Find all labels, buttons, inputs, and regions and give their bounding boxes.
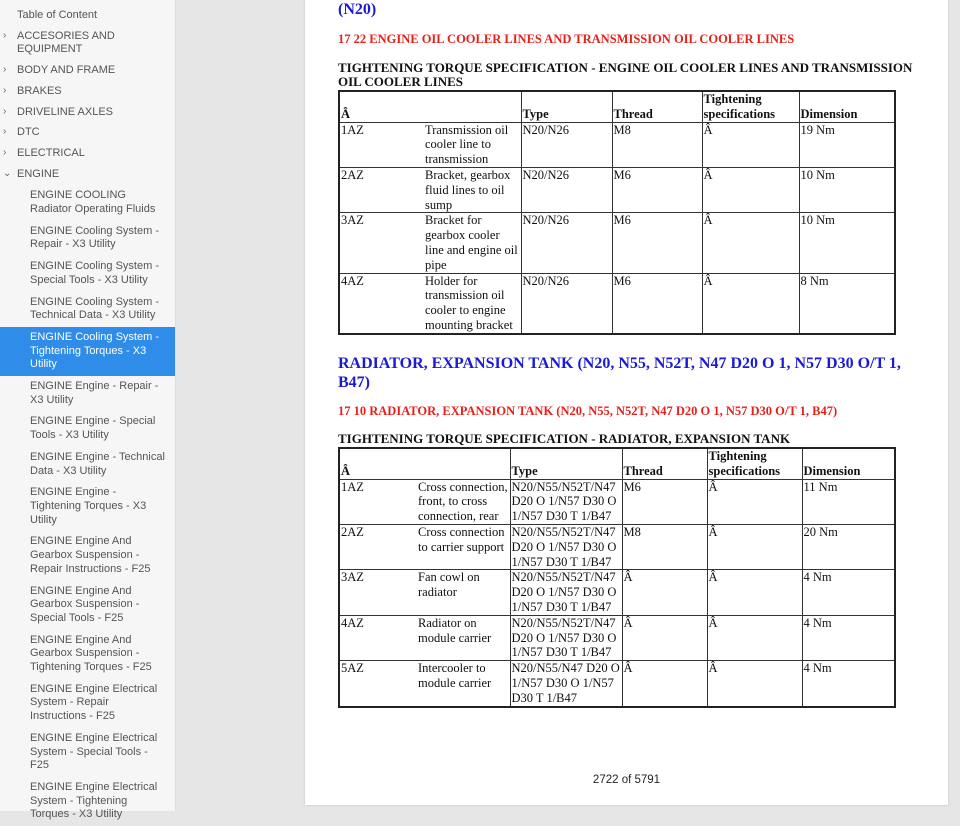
sidebar-item[interactable]	[0, 411, 175, 446]
table-cell: Â	[707, 661, 802, 707]
table-cell: Â	[622, 615, 707, 660]
column-header: Thread	[622, 448, 707, 479]
table-row	[339, 167, 895, 212]
column-header: Tightening specifications	[707, 448, 802, 479]
sidebar-item-label: ENGINE Cooling System - Repair - X3 Utility	[30, 224, 159, 251]
table-cell: M6	[612, 213, 702, 273]
table-cell: Bracket, gearbox fluid lines to oil sump	[424, 167, 521, 212]
table-cell: Â	[702, 167, 799, 212]
sidebar-item[interactable]	[0, 777, 175, 826]
sidebar-item-label: ENGINE COOLING Radiator Operating Fluids	[30, 189, 156, 216]
table-cell: Â	[702, 213, 799, 273]
column-header: Type	[510, 448, 622, 479]
sidebar-item-label: ENGINE Engine - Repair - X3 Utility	[30, 380, 159, 406]
sidebar-item-label: ENGINE	[17, 167, 60, 180]
table-row	[339, 615, 895, 660]
table-header-row	[339, 448, 895, 479]
table-title-radiator: TIGHTENING TORQUE SPECIFICATION - RADIATOR, EXPANSION TANK	[338, 431, 791, 446]
table-cell: Intercooler to module carrier	[417, 661, 510, 707]
table-cell: 1AZ	[339, 122, 424, 167]
table-cell: Â	[622, 570, 707, 615]
table-cell: N20/N26	[521, 273, 612, 334]
sidebar-item-label: DRIVELINE AXLES	[17, 105, 113, 118]
chevron-right-icon[interactable]: ›	[3, 64, 7, 76]
sidebar-item[interactable]	[0, 256, 175, 291]
sidebar-item[interactable]	[0, 447, 175, 482]
sidebar-item[interactable]	[0, 581, 175, 630]
table-cell: 19 Nm	[799, 122, 895, 167]
chevron-right-icon[interactable]: ›	[3, 105, 7, 117]
table-cell: Radiator on module carrier	[417, 615, 510, 660]
table-cell: 10 Nm	[799, 167, 895, 212]
sidebar-item[interactable]	[0, 531, 175, 580]
table-cell: 3AZ	[339, 570, 417, 615]
sidebar-item-label: BRAKES	[17, 84, 62, 97]
table-cell: M8	[612, 122, 702, 167]
table-cell: Â	[707, 570, 802, 615]
sidebar-item-label: ENGINE Cooling System - Tightening Torques - X3 Utility	[30, 330, 159, 371]
table-cell: Transmission oil cooler line to transmission	[424, 122, 521, 167]
sidebar-item-label: ENGINE Cooling System - Technical Data - X3 Utility	[30, 295, 159, 322]
page-indicator: 2722 of 5791	[592, 774, 661, 786]
chevron-right-icon[interactable]: ›	[3, 29, 7, 41]
sidebar-item[interactable]	[0, 221, 175, 256]
table-row	[339, 524, 895, 569]
heading-radiator-expansion-tank: RADIATOR, EXPANSION TANK (N20, N55, N52T, N47 D20 O 1, N57 D30 O/T 1, B47)	[338, 355, 901, 391]
sidebar-item[interactable]	[0, 185, 175, 220]
column-header: Type	[521, 91, 612, 122]
chevron-right-icon[interactable]: ›	[3, 84, 7, 96]
document-page	[305, 0, 948, 805]
sidebar-item-label: ELECTRICAL	[17, 146, 85, 159]
sidebar-item-label: ENGINE Engine And Gearbox Suspension - Special Tools - F25	[30, 584, 140, 624]
table-cell: 4 Nm	[802, 661, 895, 707]
sidebar-item-label: Table of Content	[17, 9, 98, 21]
sidebar-item[interactable]	[0, 630, 175, 679]
table-cell: Cross connection to carrier support	[417, 524, 510, 569]
table-row	[339, 213, 895, 273]
sidebar-item-label: ENGINE Engine - Special Tools - X3 Utility	[30, 415, 156, 442]
table-cell: M6	[612, 273, 702, 334]
sidebar-item[interactable]	[0, 103, 175, 124]
table-cell: 2AZ	[339, 524, 417, 569]
sidebar-item-label: ENGINE Engine - Tightening Torques - X3 Utility	[30, 486, 147, 526]
column-header: Â	[339, 448, 510, 479]
table-header-row	[339, 91, 895, 122]
table-cell: 20 Nm	[802, 524, 895, 569]
table-cell: N20/N55/N52T/N47 D20 O 1/N57 D30 O 1/N57 D30 T 1/B47	[510, 479, 622, 524]
sidebar-item-label: ENGINE Engine Electrical System - Repair Instructions - F25	[30, 682, 158, 723]
sidebar-item[interactable]	[0, 123, 175, 144]
table-cell: Â	[702, 122, 799, 167]
table-row	[339, 122, 895, 167]
sidebar-item[interactable]	[0, 482, 175, 531]
sidebar-item-label: ENGINE Engine Electrical System - Special Tools - F25	[30, 731, 158, 772]
sidebar-item-label: BODY AND FRAME	[17, 64, 116, 77]
sidebar-item-label: ENGINE Engine Electrical System - Tightening Torques - X3 Utility	[30, 780, 158, 821]
torque-table-oil-cooler	[338, 90, 896, 335]
sidebar-item[interactable]	[0, 679, 175, 728]
sidebar-item[interactable]	[0, 61, 175, 82]
table-cell: N20/N26	[521, 122, 612, 167]
column-header: Tightening specifications	[702, 91, 799, 122]
table-cell: M8	[622, 524, 707, 569]
column-header: Â	[339, 91, 521, 122]
sidebar-item[interactable]	[0, 82, 175, 103]
sidebar-item[interactable]	[0, 376, 175, 411]
column-header: Dimension	[802, 448, 895, 479]
table-cell: Â	[622, 661, 707, 707]
section-heading-radiator: 17 10 RADIATOR, EXPANSION TANK (N20, N55, N52T, N47 D20 O 1, N57 D30 O/T 1, B47)	[338, 404, 838, 418]
table-cell: N20/N26	[521, 213, 612, 273]
table-cell: Â	[707, 479, 802, 524]
table-cell: 4 Nm	[802, 570, 895, 615]
section-heading-oil-cooler: 17 22 ENGINE OIL COOLER LINES AND TRANSMISSION OIL COOLER LINES	[338, 32, 795, 46]
chevron-right-icon[interactable]: ›	[3, 126, 7, 138]
table-cell: Â	[702, 273, 799, 334]
table-cell: M6	[622, 479, 707, 524]
sidebar-item[interactable]	[0, 144, 175, 165]
table-cell: M6	[612, 167, 702, 212]
table-title-oil-cooler: TIGHTENING TORQUE SPECIFICATION - ENGINE OIL COOLER LINES AND TRANSMISSION OIL COOLER LINES	[338, 60, 913, 89]
chevron-right-icon[interactable]: ›	[3, 146, 7, 158]
sidebar-item[interactable]	[0, 27, 175, 61]
table-cell: 4AZ	[339, 273, 424, 334]
sidebar-item-label: DTC	[17, 126, 40, 139]
heading-n20: (N20)	[338, 1, 377, 18]
table-cell: 8 Nm	[799, 273, 895, 334]
table-cell: 10 Nm	[799, 213, 895, 273]
table-cell: N20/N55/N52T/N47 D20 O 1/N57 D30 O 1/N57 D30 T 1/B47	[510, 570, 622, 615]
table-cell: 2AZ	[339, 167, 424, 212]
table-cell: 4AZ	[339, 615, 417, 660]
sidebar-item[interactable]	[0, 0, 175, 27]
table-cell: N20/N55/N47 D20 O 1/N57 D30 O 1/N57 D30 T 1/B47	[510, 661, 622, 707]
table-of-contents-sidebar[interactable]	[0, 0, 176, 821]
sidebar-item-label: ENGINE Engine And Gearbox Suspension - Tightening Torques - F25	[30, 633, 152, 674]
table-row	[339, 570, 895, 615]
sidebar-item[interactable]	[0, 728, 175, 777]
chevron-down-icon[interactable]: ⌄	[3, 167, 12, 179]
table-cell: Bracket for gearbox cooler line and engine oil pipe	[424, 213, 521, 273]
column-header: Dimension	[799, 91, 895, 122]
table-cell: N20/N55/N52T/N47 D20 O 1/N57 D30 O 1/N57 D30 T 1/B47	[510, 524, 622, 569]
table-cell: 4 Nm	[802, 615, 895, 660]
sidebar-item[interactable]	[0, 292, 175, 327]
table-cell: Â	[707, 615, 802, 660]
table-cell: Fan cowl on radiator	[417, 570, 510, 615]
torque-table-radiator	[338, 447, 896, 708]
sidebar-item[interactable]	[0, 327, 175, 376]
table-cell: Cross connection, front, to cross connection, rear	[417, 479, 510, 524]
table-row	[339, 661, 895, 707]
table-cell: 11 Nm	[802, 479, 895, 524]
table-cell: Â	[707, 524, 802, 569]
sidebar-item[interactable]	[0, 165, 175, 186]
table-cell: 1AZ	[339, 479, 417, 524]
table-cell: N20/N26	[521, 167, 612, 212]
column-header: Thread	[612, 91, 702, 122]
table-cell: Holder for transmission oil cooler to engine mounting bracket	[424, 273, 521, 334]
table-cell: 3AZ	[339, 213, 424, 273]
table-row	[339, 273, 895, 334]
sidebar-item-label: ENGINE Engine And Gearbox Suspension - Repair Instructions - F25	[30, 535, 151, 575]
table-cell: 5AZ	[339, 661, 417, 707]
table-row	[339, 479, 895, 524]
sidebar-item-label: ENGINE Engine - Technical Data - X3 Utility	[30, 450, 165, 477]
sidebar-item-label: ACCESORIES AND EQUIPMENT	[17, 29, 115, 56]
sidebar-item-label: ENGINE Cooling System - Special Tools - X3 Utility	[30, 260, 159, 286]
table-cell: N20/N55/N52T/N47 D20 O 1/N57 D30 O 1/N57 D30 T 1/B47	[510, 615, 622, 660]
